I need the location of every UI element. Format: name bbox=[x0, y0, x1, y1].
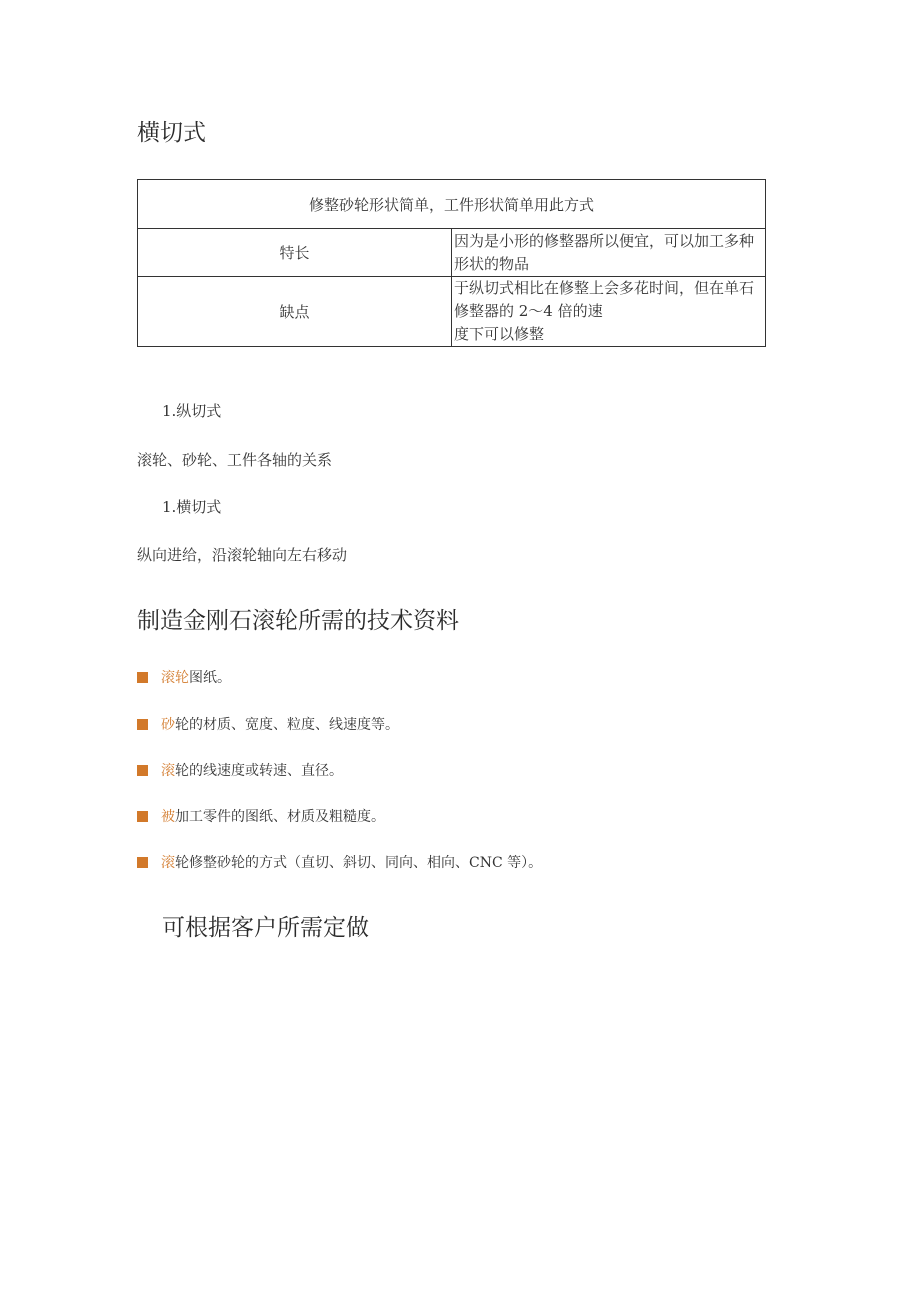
bullet-text: 图纸。 bbox=[189, 670, 231, 686]
bullet-text: 轮的线速度或转速、直径。 bbox=[175, 763, 343, 779]
drawback-value bbox=[452, 277, 766, 347]
spec-table bbox=[137, 179, 766, 347]
list-item bbox=[137, 806, 385, 826]
list-item bbox=[137, 852, 542, 872]
list-item-hengqie: 1.横切式 bbox=[162, 498, 222, 516]
table-header: 修整砂轮形状简单，工件形状简单用此方式 bbox=[138, 180, 766, 229]
square-bullet-icon bbox=[137, 811, 148, 822]
bullet-accent: 砂 bbox=[161, 717, 175, 733]
heading-hengqie: 横切式 bbox=[137, 120, 206, 146]
list-item bbox=[137, 667, 231, 687]
list-item bbox=[137, 760, 343, 780]
bullet-accent: 滚 bbox=[161, 763, 175, 779]
list-item-zongqie: 1.纵切式 bbox=[162, 402, 222, 420]
bullet-text: 轮修整砂轮的方式（直切、斜切、同向、相向、CNC 等）。 bbox=[175, 855, 543, 871]
square-bullet-icon bbox=[137, 719, 148, 730]
bullet-accent: 滚轮 bbox=[161, 670, 189, 686]
square-bullet-icon bbox=[137, 765, 148, 776]
closing-text: 可根据客户所需定做 bbox=[162, 915, 369, 941]
relation-text: 滚轮、砂轮、工件各轴的关系 bbox=[137, 451, 333, 469]
section-title: 制造金刚石滚轮所需的技术资料 bbox=[137, 608, 459, 634]
bullet-accent: 滚 bbox=[161, 855, 175, 871]
square-bullet-icon bbox=[137, 672, 148, 683]
bullet-text: 加工零件的图纸、材质及粗糙度。 bbox=[175, 809, 385, 825]
drawback-line-1: 于纵切式相比在修整上会多花时间，但在单石修整器的 2～4 倍的速 bbox=[454, 279, 755, 320]
square-bullet-icon bbox=[137, 857, 148, 868]
bullet-text: 轮的材质、宽度、粒度、线速度等。 bbox=[175, 717, 399, 733]
bullet-accent: 被 bbox=[161, 809, 175, 825]
drawback-label: 缺点 bbox=[138, 277, 452, 347]
list-item bbox=[137, 714, 399, 734]
feature-label: 特长 bbox=[138, 229, 452, 277]
drawback-line-2: 度下可以修整 bbox=[454, 325, 545, 343]
feature-value: 因为是小形的修整器所以便宜，可以加工多种形状的物品 bbox=[452, 229, 766, 277]
feed-text: 纵向进给，沿滚轮轴向左右移动 bbox=[137, 546, 348, 564]
